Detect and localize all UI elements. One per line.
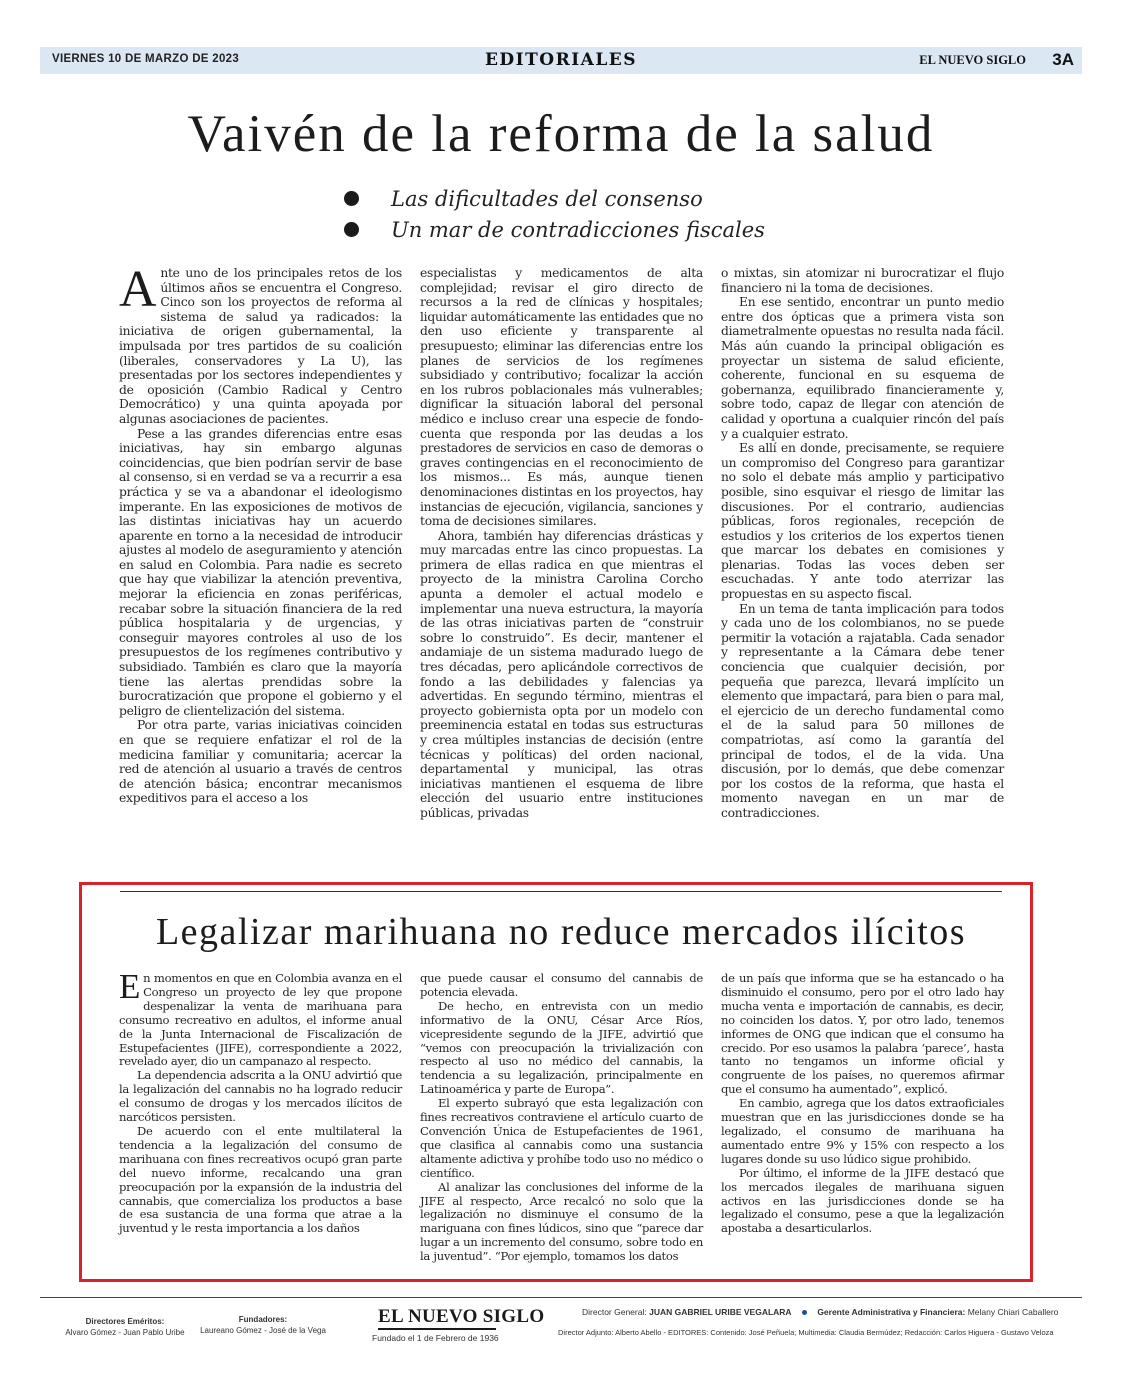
editors-line: Director Adjunto: Alberto Abello - EDITORES: Contenido: José Peñuela; Multimedia: Claudia Bermúdez; Redacción: Carlos Higuera - Gustavo Veloza <box>558 1328 1054 1337</box>
founders-label: Fundadores: <box>238 1315 288 1324</box>
paragraph: El experto subrayó que esta legalización con fines recreativos contraviene el artículo cuarto de Convención Única de Estupefacientes de 1961, que clasifica al cannabis como una sustancia altamente adictiva y prohíbe todo uso no médico o científico. <box>420 1096 703 1180</box>
logo-underline <box>378 1328 496 1330</box>
gerente-label: Gerente Administrativa y Financiera: <box>817 1307 966 1317</box>
paragraph: especialistas y medicamentos de alta complejidad; revisar el giro directo de recursos a la red de clínicas y hospitales; liquidar automáticamente las entidades que no den uso eficiente y transparente al presupuesto; eliminar las diferencias entre los planes de servicios de los regímenes subsidiado y contributivo; focalizar la acción en los rubros poblacionales más vulnerables; dignificar la situación laboral del personal médico e incluso crear una especie de fondo-cuenta que responda por las deudas a los prestadores de servicios en caso de demoras o graves contingencias en el reconocimiento de los mismos... Es más, aunque tienen denominaciones distintas en los proyectos, hay instancias de ejecución, vigilancia, sanciones y toma de decisiones similares. <box>420 266 703 529</box>
founders-block <box>198 1314 328 1336</box>
gerente-name: Melany Chiari Caballero <box>967 1307 1059 1317</box>
separator-dot-icon <box>802 1310 807 1315</box>
directors-label: Directores Eméritos: <box>85 1317 165 1326</box>
paragraph: En un tema de tanta implicación para todos y cada uno de los colombianos, no se puede permitir la votación a rajatabla. Cada senador y representante a la Cámara debe tener conciencia que cualquier decisión, por pequeña que parezca, llevará implícito un elemento que impactará, para bien o para mal, el ejercicio de un derecho fundamental como el de la salud para 50 millones de compatriotas, así como la garantía del principal de todos, el de la vida. Una discusión, por lo demás, que debe comenzar por los costos de la reforma, que hasta el momento navegan en un mar de contradicciones. <box>721 601 1004 820</box>
paragraph: En ese sentido, encontrar un punto medio entre dos ópticas que a primera vista son diametralmente opuestas no resulta nada fácil. Más aún cuando la principal obligación es proyectar un sistema de salud eficiente, coherente, funcional en su esquema de gobernanza, equilibrado financieramente y, sobre todo, capaz de llegar con atención de calidad y oportuna a cualquier rincón del país y a cualquier estrato. <box>721 295 1004 441</box>
article-column-1 <box>119 967 402 1264</box>
issue-date: VIERNES 10 DE MARZO DE 2023 <box>52 53 240 65</box>
paragraph: De hecho, en entrevista con un medio informativo de la ONU, César Arce Ríos, vicepresidente segundo de la JIFE, advirtió que “vemos con preocupación la trivialización con respecto al uso no médico del cannabis, la tendencia a su legalización, principalmente en Latinoamérica y parte de Europa”. <box>420 998 703 1097</box>
paragraph: Pese a las grandes diferencias entre esas iniciativas, hay sin embargo algunas coincidencias, que bien podrían servir de base al consenso, si en verdad se va a recurrir a esa práctica y se va a abandonar el ideologismo imperante. En las exposiciones de motivos de las distintas iniciativas hay un acuerdo aparente en torno a la necesidad de introducir ajustes al modelo de aseguramiento y atención en salud en Colombia. Para nadie es secreto que hay que viabilizar la atención preventiva, mejorar la eficiencia en zonas periféricas, recabar sobre la situación financiera de la red pública hospitalaria y de urgencias, y conseguir mayores controles al uso de los presupuestos de los regímenes contributivo y subsidiado. También es claro que la mayoría tiene las alertas prendidas sobre la burocratización que propone el gobierno y el peligro de clientelización del sistema. <box>119 426 402 718</box>
paragraph: Es allí en donde, precisamente, se requiere un compromiso del Congreso para garantizar no solo el debate más amplio y participativo posible, sino esquivar el riesgo de limitar las discusiones. Por el contrario, audiencias públicas, foros regionales, recepción de estudios y los criterios de los expertos tienen que marcar los debates en comisiones y plenarias. Todas las voces deben ser escuchadas. Y ante todo aterrizar las propuestas en su aspecto fiscal. <box>721 441 1004 602</box>
editorial-subheads <box>344 183 765 245</box>
article-column-2 <box>420 972 703 1264</box>
directors-block <box>60 1316 190 1338</box>
masthead-line <box>582 1307 1058 1317</box>
paragraph: Por último, el informe de la JIFE destacó que los mercados ilegales de marihuana siguen activos en las jurisdicciones donde se ha legalizado el consumo, pese a que la legalización apostaba a desarticularlos. <box>721 1165 1004 1236</box>
bullet-icon <box>344 191 359 206</box>
paragraph: En cambio, agrega que los datos extraoficiales muestran que en las jurisdicciones donde se ha legalizado, el consumo de marihuana ha aumentado entre 9% y 15% con respecto a los lugares donde su uso lúdico sigue prohibido. <box>721 1096 1004 1166</box>
paragraph: La dependencia adscrita a la ONU advirtió que la legalización del cannabis no ha logrado reducir el consumo de drogas y los mercados ilícitos de narcóticos persisten. <box>119 1068 402 1125</box>
subhead-text: Un mar de contradicciones fiscales <box>391 217 765 242</box>
paragraph: Ante uno de los principales retos de los últimos años se encuentra el Congreso. Cinco son los proyectos de reforma al sistema de salud ya radicados: la iniciativa de origen gubernamental, la impulsada por tres partidos de su coalición (liberales, conservadores y La U), las presentadas por los sectores independientes y de oposición (Cambio Radical y Centro Democrático) y una quinta apoyada por algunas asociaciones de pacientes. <box>119 261 402 426</box>
paragraph: Por otra parte, varias iniciativas coinciden en que se requiere enfatizar el rol de la medicina familiar y comunitaria; acercar la red de atención al usuario a través de centros de atención básica; encontrar mecanismos expeditivos para el acceso a los <box>119 718 402 806</box>
article-title: Legalizar marihuana no reduce mercados ilícitos <box>155 911 967 953</box>
director-general-name: JUAN GABRIEL URIBE VEGALARA <box>649 1307 792 1317</box>
drop-cap: A <box>119 261 157 318</box>
page-number: 3A <box>1052 50 1074 69</box>
article-body <box>119 967 1004 1264</box>
paragraph: De acuerdo con el ente multilateral la tendencia a la legalización del consumo de marihuana con fines recreativos ocupó gran parte del nuevo informe, recalcando una gran preocupación por la expansión de la industria del cannabis, que comercializa los productos a base de esa sustancia de una forma que atrae a la juventud y le resta importancia a los daños <box>119 1123 402 1236</box>
paragraph: que puede causar el consumo del cannabis de potencia elevada. <box>420 971 703 999</box>
paragraph: o mixtas, sin atomizar ni burocratizar el flujo financiero ni la toma de decisiones. <box>721 266 1004 295</box>
founders-names: Laureano Gómez - José de la Vega <box>200 1326 326 1335</box>
subhead-item <box>344 183 765 214</box>
paragraph: Al analizar las conclusiones del informe de la JIFE al respecto, Arce recalcó no solo que la legalización no disminuye el consumo de la mariguana con fines lúdicos, sino que “parece dar lugar a un incremento del consumo, sobre todo en la juventud”. “Por ejemplo, tomamos los datos <box>420 1179 703 1264</box>
footer-divider <box>40 1297 1082 1298</box>
paragraph: de un país que informa que se ha estancado o ha disminuido el consumo, pero por el otro lado hay mucha venta e importación de cannabis, es decir, no coinciden los datos. Y, por otro lado, tenemos informes de ONG que indican que el consumo ha crecido. Por eso usamos la palabra ‘parece’, hasta tanto no tengamos un informe oficial y congruente de los países, no queremos afirmar que el consumo ha aumentado”, explicó. <box>721 971 1004 1097</box>
directors-names: Alvaro Gómez - Juan Pablo Uribe <box>65 1328 185 1337</box>
divider <box>120 891 1002 892</box>
editorial-title: Vaivén de la reforma de la salud <box>187 105 935 163</box>
editorial-column-2 <box>420 266 703 821</box>
article-column-3 <box>721 972 1004 1264</box>
editorial-body <box>119 261 1004 821</box>
founded-date: Fundado el 1 de Febrero de 1936 <box>372 1333 499 1343</box>
editorial-column-3 <box>721 266 1004 821</box>
editorial-column-1 <box>119 261 402 821</box>
newspaper-name: EL NUEVO SIGLO <box>919 53 1026 67</box>
newspaper-logo: EL NUEVO SIGLO <box>378 1306 545 1327</box>
subhead-item <box>344 214 765 245</box>
section-name: EDITORIALES <box>484 50 638 70</box>
paragraph: Ahora, también hay diferencias drásticas y muy marcadas entre las cinco propuestas. La primera de ellas radica en que mientras el proyecto de la ministra Carolina Corcho apunta a demoler el actual modelo e implementar una nueva estructura, la mayoría de las otras iniciativas parten de “construir sobre lo construido”. Es decir, mantener el andamiaje de un sistema madurado luego de tres décadas, pero aplicándole correctivos de fondo a las debilidades y falencias ya advertidas. En segundo término, mientras el proyecto gobiernista opta por un modelo con preeminencia estatal en todas sus estructuras y crea múltiples instancias de decisión (entre técnicas y políticas) del orden nacional, departamental y municipal, las otras iniciativas mantienen el esquema de libre elección del usuario entre instituciones públicas, privadas <box>420 528 703 820</box>
header-band <box>40 47 1082 74</box>
subhead-text: Las dificultades del consenso <box>391 186 703 211</box>
director-general-label: Director General: <box>582 1307 647 1317</box>
bullet-icon <box>344 222 359 237</box>
drop-cap: E <box>119 967 141 1006</box>
paragraph: En momentos en que en Colombia avanza en el Congreso un proyecto de ley que propone despenalizar la venta de marihuana para consumo recreativo en adultos, el informe anual de la Junta Internacional de Fiscalización de Estupefacientes (JIFE), correspondiente a 2022, revelado ayer, dio un campanazo al respecto. <box>119 967 402 1069</box>
